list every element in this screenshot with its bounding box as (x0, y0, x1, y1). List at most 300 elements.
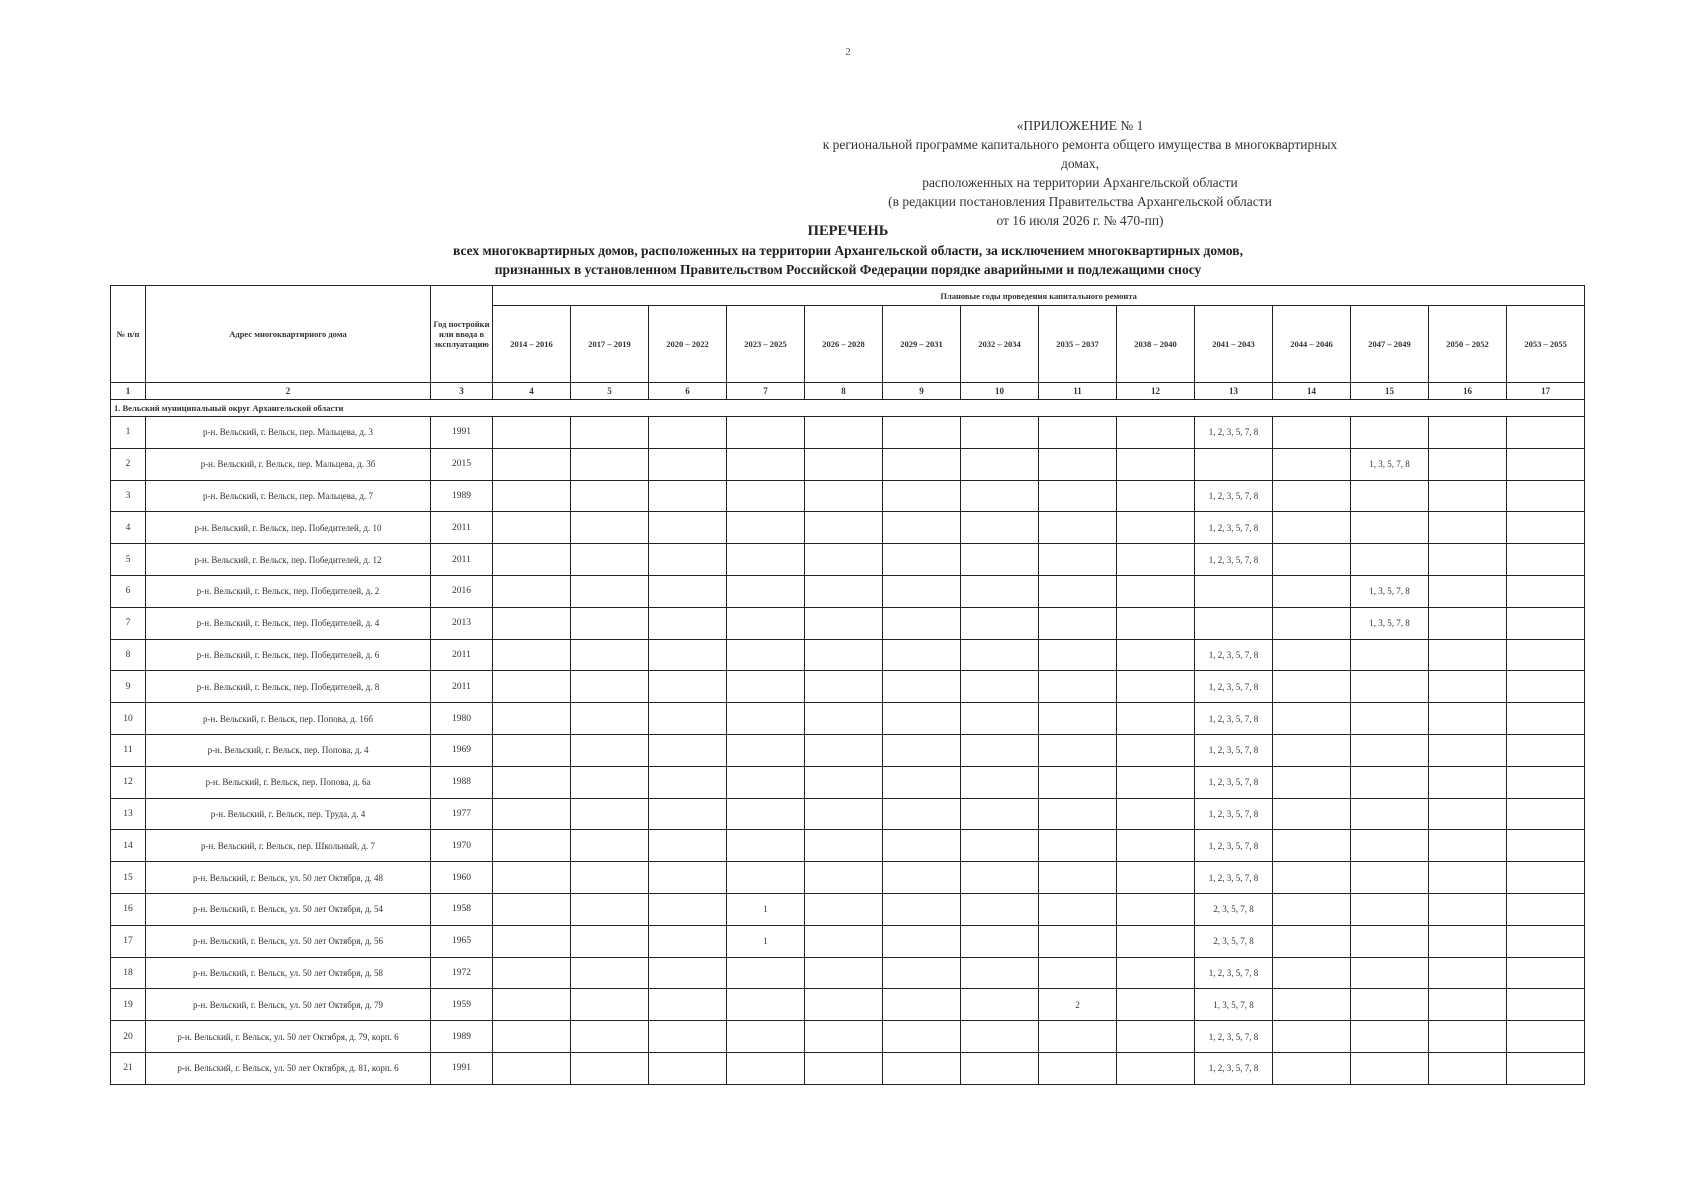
repair-cell (1351, 925, 1429, 957)
repair-cell (1117, 893, 1195, 925)
repair-cell (1273, 893, 1351, 925)
section-row (111, 400, 1585, 417)
header-year: Год постройки или ввода в эксплуатацию (431, 286, 493, 383)
repair-cell (727, 766, 805, 798)
repair-cell (727, 417, 805, 449)
repair-cell (571, 448, 649, 480)
repair-cell (883, 639, 961, 671)
repair-cell (1507, 703, 1585, 735)
column-number-row (111, 383, 1585, 400)
repair-cell (649, 703, 727, 735)
row-number: 18 (111, 957, 146, 989)
period-header: 2050 – 2052 (1429, 306, 1507, 383)
repair-cell (805, 448, 883, 480)
row-number: 7 (111, 607, 146, 639)
repair-cell (805, 862, 883, 894)
repair-cell (1351, 862, 1429, 894)
period-header: 2038 – 2040 (1117, 306, 1195, 383)
row-address: р-н. Вельский, г. Вельск, ул. 50 лет Октября, д. 54 (146, 893, 431, 925)
row-address: р-н. Вельский, г. Вельск, пер. Победителей, д. 2 (146, 575, 431, 607)
repair-cell (1429, 766, 1507, 798)
repair-cell (649, 607, 727, 639)
repair-cell (493, 1052, 571, 1084)
repair-cell (1117, 798, 1195, 830)
repair-cell (1117, 989, 1195, 1021)
row-number: 3 (111, 480, 146, 512)
repair-cell (727, 1052, 805, 1084)
repair-cell (1117, 734, 1195, 766)
repair-cell (1351, 639, 1429, 671)
repair-cell (571, 1021, 649, 1053)
repair-cell (961, 925, 1039, 957)
repair-cell (883, 671, 961, 703)
repair-cell (1117, 671, 1195, 703)
repair-cell (1507, 957, 1585, 989)
repair-cell (961, 957, 1039, 989)
repair-cell (493, 448, 571, 480)
repair-cell (1039, 830, 1117, 862)
repair-cell (805, 830, 883, 862)
repair-cell (1507, 1021, 1585, 1053)
repair-cell (727, 512, 805, 544)
repair-cell (493, 734, 571, 766)
repair-cell (961, 417, 1039, 449)
table-row (111, 766, 1585, 798)
repair-cell (1507, 448, 1585, 480)
repair-cell (493, 703, 571, 735)
table-row (111, 480, 1585, 512)
repair-cell (1429, 607, 1507, 639)
repair-cell (1351, 1052, 1429, 1084)
repair-cell: 1 (727, 925, 805, 957)
repair-cell (1039, 512, 1117, 544)
period-header: 2044 – 2046 (1273, 306, 1351, 383)
repair-cell (1039, 925, 1117, 957)
repair-cell (883, 1021, 961, 1053)
repair-cell (1351, 1021, 1429, 1053)
row-year: 1977 (431, 798, 493, 830)
row-year: 1991 (431, 1052, 493, 1084)
repair-cell (571, 607, 649, 639)
period-header: 2026 – 2028 (805, 306, 883, 383)
repair-cell (649, 1021, 727, 1053)
repair-cell (1351, 989, 1429, 1021)
repair-cell (493, 830, 571, 862)
period-header: 2041 – 2043 (1195, 306, 1273, 383)
repair-cell (493, 798, 571, 830)
repair-cell: 1, 3, 5, 7, 8 (1351, 575, 1429, 607)
repair-cell (571, 925, 649, 957)
repair-cell (1507, 671, 1585, 703)
period-header: 2047 – 2049 (1351, 306, 1429, 383)
repair-cell (1429, 639, 1507, 671)
row-number: 6 (111, 575, 146, 607)
repair-cell (493, 512, 571, 544)
repair-cell (1039, 734, 1117, 766)
row-address: р-н. Вельский, г. Вельск, пер. Победителей, д. 8 (146, 671, 431, 703)
repair-cell (649, 830, 727, 862)
table-row (111, 703, 1585, 735)
repair-cell (1429, 544, 1507, 576)
row-number: 14 (111, 830, 146, 862)
repair-cell (961, 703, 1039, 735)
repair-cell (1039, 480, 1117, 512)
repair-cell (1273, 766, 1351, 798)
repair-cell (1039, 544, 1117, 576)
repair-cell (1429, 1052, 1507, 1084)
repair-cell (1507, 862, 1585, 894)
page-number: 2 (845, 46, 851, 58)
repair-cell: 1, 2, 3, 5, 7, 8 (1195, 798, 1273, 830)
table-row (111, 1021, 1585, 1053)
repair-cell (493, 862, 571, 894)
repair-cell (1429, 862, 1507, 894)
repair-cell (493, 480, 571, 512)
row-number: 1 (111, 417, 146, 449)
repair-cell (1273, 512, 1351, 544)
repair-cell (649, 417, 727, 449)
repair-cell (649, 575, 727, 607)
repair-cell (1429, 734, 1507, 766)
repair-cell (571, 639, 649, 671)
repair-cell: 1, 2, 3, 5, 7, 8 (1195, 734, 1273, 766)
repair-cell: 2 (1039, 989, 1117, 1021)
repair-cell (1429, 671, 1507, 703)
repair-cell (1195, 448, 1273, 480)
repair-cell: 1, 2, 3, 5, 7, 8 (1195, 957, 1273, 989)
repair-cell (1507, 544, 1585, 576)
repair-cell (1117, 830, 1195, 862)
row-year: 1991 (431, 417, 493, 449)
repair-cell (1273, 480, 1351, 512)
repair-cell (883, 417, 961, 449)
row-number: 4 (111, 512, 146, 544)
repair-cell (1507, 480, 1585, 512)
repair-cell (883, 448, 961, 480)
repair-cell (883, 1052, 961, 1084)
repair-cell (1507, 989, 1585, 1021)
row-year: 2011 (431, 512, 493, 544)
repair-cell (571, 671, 649, 703)
repair-cell (1273, 448, 1351, 480)
repair-cell (1117, 957, 1195, 989)
repair-cell (571, 1052, 649, 1084)
repair-cell (571, 417, 649, 449)
repair-cell (805, 925, 883, 957)
row-number: 13 (111, 798, 146, 830)
column-number: 2 (146, 383, 431, 400)
appendix-line: к региональной программе капитального ремонта общего имущества в многоквартирных домах, (822, 137, 1338, 171)
document-title (0, 222, 1696, 279)
repair-cell (1039, 862, 1117, 894)
repair-cell (961, 575, 1039, 607)
repair-cell (649, 671, 727, 703)
repair-cell (883, 512, 961, 544)
repair-cell (727, 703, 805, 735)
repair-cell (1117, 862, 1195, 894)
repair-cell (649, 734, 727, 766)
repair-cell (1273, 830, 1351, 862)
repair-cell (1117, 925, 1195, 957)
repair-cell (805, 1052, 883, 1084)
column-number: 11 (1039, 383, 1117, 400)
repair-cell (571, 734, 649, 766)
repair-cell (805, 671, 883, 703)
repair-cell (1429, 417, 1507, 449)
row-year: 1959 (431, 989, 493, 1021)
repair-cell (571, 989, 649, 1021)
repair-cell (1351, 480, 1429, 512)
row-year: 1988 (431, 766, 493, 798)
table-row (111, 671, 1585, 703)
repair-cell (649, 512, 727, 544)
repair-cell (1507, 1052, 1585, 1084)
repair-cell (805, 798, 883, 830)
repair-cell (1507, 575, 1585, 607)
period-header: 2023 – 2025 (727, 306, 805, 383)
repair-cell (649, 798, 727, 830)
row-year: 1980 (431, 703, 493, 735)
repair-cell (571, 480, 649, 512)
row-year: 2011 (431, 639, 493, 671)
repair-cell (1429, 830, 1507, 862)
column-number: 9 (883, 383, 961, 400)
header-address: Адрес многоквартирного дома (146, 286, 431, 383)
repair-cell (727, 544, 805, 576)
title-line: признанных в установленном Правительством Российской Федерации порядке аварийными и подлежащими сносу (494, 262, 1202, 277)
row-year: 1970 (431, 830, 493, 862)
repair-cell (1117, 575, 1195, 607)
repair-cell (571, 862, 649, 894)
repair-cell (1273, 957, 1351, 989)
appendix-line: «ПРИЛОЖЕНИЕ № 1 (1016, 118, 1144, 133)
repair-cell (571, 544, 649, 576)
repair-cell (805, 957, 883, 989)
repair-cell (1117, 544, 1195, 576)
table-row (111, 1052, 1585, 1084)
repair-cell (1273, 862, 1351, 894)
row-number: 21 (111, 1052, 146, 1084)
row-address: р-н. Вельский, г. Вельск, пер. Победителей, д. 12 (146, 544, 431, 576)
repair-cell (1273, 575, 1351, 607)
repair-cell (1273, 1021, 1351, 1053)
repair-cell (1273, 703, 1351, 735)
repair-cell (1507, 893, 1585, 925)
repair-cell: 1, 3, 5, 7, 8 (1195, 989, 1273, 1021)
repair-cell (1351, 544, 1429, 576)
repair-cell (727, 480, 805, 512)
repair-cell (961, 1052, 1039, 1084)
row-year: 2011 (431, 544, 493, 576)
row-year: 1972 (431, 957, 493, 989)
repair-cell (493, 607, 571, 639)
column-number: 12 (1117, 383, 1195, 400)
repair-cell (1507, 925, 1585, 957)
row-number: 2 (111, 448, 146, 480)
row-address: р-н. Вельский, г. Вельск, пер. Попова, д. 4 (146, 734, 431, 766)
repair-cell: 1, 2, 3, 5, 7, 8 (1195, 480, 1273, 512)
table-row (111, 544, 1585, 576)
repair-cell (727, 989, 805, 1021)
repair-cell (1117, 1052, 1195, 1084)
repair-cell (961, 830, 1039, 862)
table-row (111, 734, 1585, 766)
repair-cell (961, 1021, 1039, 1053)
row-address: р-н. Вельский, г. Вельск, пер. Победителей, д. 4 (146, 607, 431, 639)
row-year: 1958 (431, 893, 493, 925)
repair-cell (1507, 512, 1585, 544)
repair-cell (1195, 607, 1273, 639)
table-row (111, 417, 1585, 449)
column-number: 17 (1507, 383, 1585, 400)
row-number: 10 (111, 703, 146, 735)
repair-cell: 1, 3, 5, 7, 8 (1351, 607, 1429, 639)
repair-cell (1117, 1021, 1195, 1053)
repair-cell (1195, 575, 1273, 607)
repair-cell (727, 957, 805, 989)
repair-cell: 1, 2, 3, 5, 7, 8 (1195, 766, 1273, 798)
repair-cell (883, 766, 961, 798)
repair-cell (805, 639, 883, 671)
row-address: р-н. Вельский, г. Вельск, пер. Попова, д. 16б (146, 703, 431, 735)
repair-cell (961, 766, 1039, 798)
repair-cell (1429, 703, 1507, 735)
repair-cell (493, 671, 571, 703)
repair-cell (883, 989, 961, 1021)
repair-cell (649, 480, 727, 512)
repair-cell (571, 703, 649, 735)
repair-cell (1039, 607, 1117, 639)
repair-cell (493, 957, 571, 989)
repair-cell (1351, 957, 1429, 989)
row-year: 2016 (431, 575, 493, 607)
repair-cell (727, 1021, 805, 1053)
repair-cell (805, 1021, 883, 1053)
repair-cell (571, 893, 649, 925)
table-row (111, 925, 1585, 957)
table-row (111, 575, 1585, 607)
repair-cell (571, 512, 649, 544)
row-address: р-н. Вельский, г. Вельск, ул. 50 лет Октября, д. 48 (146, 862, 431, 894)
period-header: 2017 – 2019 (571, 306, 649, 383)
title-line: всех многоквартирных домов, расположенных на территории Архангельской области, за исключением многоквартирных домов, (453, 243, 1243, 258)
repair-cell (961, 734, 1039, 766)
row-number: 15 (111, 862, 146, 894)
table-row (111, 512, 1585, 544)
column-number: 7 (727, 383, 805, 400)
repair-cell (493, 639, 571, 671)
repair-cell (649, 989, 727, 1021)
repair-cell (1273, 417, 1351, 449)
row-address: р-н. Вельский, г. Вельск, пер. Победителей, д. 6 (146, 639, 431, 671)
row-number: 5 (111, 544, 146, 576)
appendix-caption (820, 116, 1340, 230)
period-header: 2029 – 2031 (883, 306, 961, 383)
repair-cell (649, 766, 727, 798)
row-address: р-н. Вельский, г. Вельск, ул. 50 лет Октября, д. 56 (146, 925, 431, 957)
column-number: 15 (1351, 383, 1429, 400)
repair-cell (649, 862, 727, 894)
repair-cell (961, 512, 1039, 544)
repair-cell (1117, 480, 1195, 512)
row-address: р-н. Вельский, г. Вельск, ул. 50 лет Октября, д. 58 (146, 957, 431, 989)
repair-cell (493, 417, 571, 449)
repair-cell (493, 766, 571, 798)
repair-cell (727, 830, 805, 862)
row-number: 8 (111, 639, 146, 671)
repair-cell (961, 893, 1039, 925)
table-row (111, 798, 1585, 830)
repair-cell (649, 544, 727, 576)
repair-cell (1039, 639, 1117, 671)
row-year: 2011 (431, 671, 493, 703)
repair-cell: 1, 2, 3, 5, 7, 8 (1195, 671, 1273, 703)
table-row (111, 639, 1585, 671)
repair-cell (1351, 734, 1429, 766)
repair-cell (805, 607, 883, 639)
repair-cell (649, 448, 727, 480)
repair-cell (1429, 957, 1507, 989)
repair-cell (961, 480, 1039, 512)
repair-cell (961, 639, 1039, 671)
repair-cell (1039, 798, 1117, 830)
column-number: 4 (493, 383, 571, 400)
repair-cell (727, 607, 805, 639)
repair-cell (1429, 448, 1507, 480)
row-address: р-н. Вельский, г. Вельск, ул. 50 лет Октября, д. 81, корп. 6 (146, 1052, 431, 1084)
repair-cell (883, 925, 961, 957)
repair-cell: 2, 3, 5, 7, 8 (1195, 893, 1273, 925)
repair-cell: 1, 2, 3, 5, 7, 8 (1195, 862, 1273, 894)
repair-cell (1429, 925, 1507, 957)
repair-cell (1039, 671, 1117, 703)
column-number: 13 (1195, 383, 1273, 400)
repair-cell (1117, 417, 1195, 449)
row-number: 11 (111, 734, 146, 766)
title-line: ПЕРЕЧЕНЬ (807, 223, 889, 239)
repair-cell (1273, 1052, 1351, 1084)
repair-cell (1039, 448, 1117, 480)
period-header: 2020 – 2022 (649, 306, 727, 383)
repair-cell (1273, 544, 1351, 576)
repair-cell (1507, 734, 1585, 766)
period-header: 2032 – 2034 (961, 306, 1039, 383)
row-address: р-н. Вельский, г. Вельск, пер. Мальцева, д. 3б (146, 448, 431, 480)
repair-cell (883, 798, 961, 830)
repair-cell (883, 893, 961, 925)
repair-cell (571, 830, 649, 862)
repair-cell (961, 544, 1039, 576)
repair-cell (1117, 703, 1195, 735)
repair-cell (883, 607, 961, 639)
repair-cell (1351, 703, 1429, 735)
repair-cell (1507, 830, 1585, 862)
repair-cell (1507, 798, 1585, 830)
table-row (111, 448, 1585, 480)
column-number: 14 (1273, 383, 1351, 400)
repair-cell (883, 957, 961, 989)
repair-cell (493, 1021, 571, 1053)
row-address: р-н. Вельский, г. Вельск, пер. Мальцева, д. 3 (146, 417, 431, 449)
repair-cell (1039, 766, 1117, 798)
repair-cell: 1 (727, 893, 805, 925)
repair-cell: 1, 2, 3, 5, 7, 8 (1195, 830, 1273, 862)
repair-cell (1273, 925, 1351, 957)
repair-cell (883, 830, 961, 862)
row-year: 1969 (431, 734, 493, 766)
repair-cell (1351, 512, 1429, 544)
repair-cell (1351, 893, 1429, 925)
